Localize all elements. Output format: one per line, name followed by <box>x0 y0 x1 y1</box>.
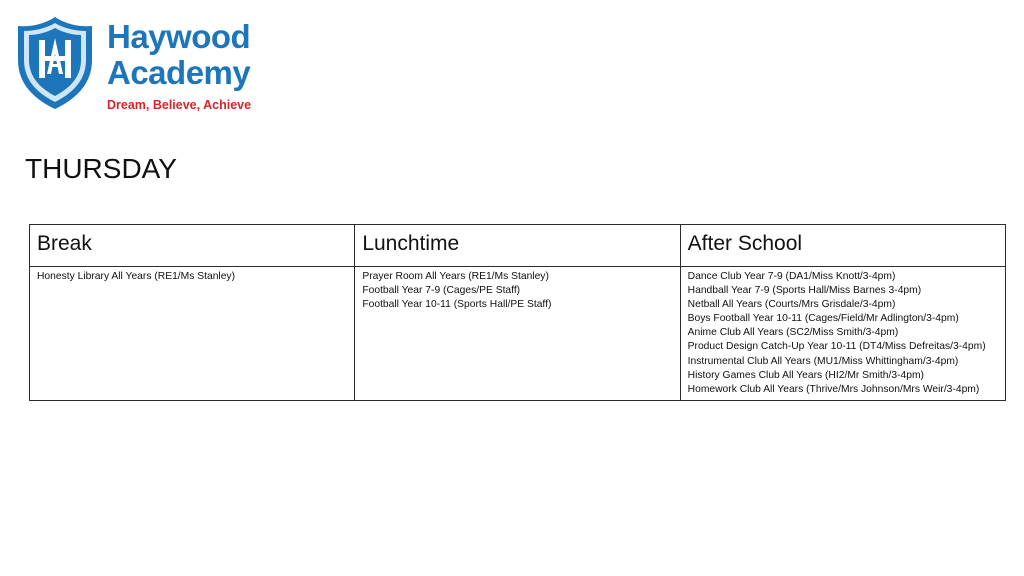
list-item: Boys Football Year 10-11 (Cages/Field/Mr Adlington/3-4pm) <box>687 313 959 325</box>
column-header-after-school: After School <box>680 225 1005 267</box>
table-header-row <box>30 225 1006 267</box>
list-item: Prayer Room All Years (RE1/Ms Stanley) <box>362 271 549 282</box>
list-item: Football Year 10-11 (Sports Hall/PE Staff) <box>362 299 552 311</box>
list-item: Dance Club Year 7-9 (DA1/Miss Knott/3-4pm) <box>687 271 896 282</box>
lunchtime-activities-cell <box>355 267 680 401</box>
list-item: Netball All Years (Courts/Mrs Grisdale/3-4pm) <box>687 299 896 311</box>
shield-crest-icon <box>16 16 94 110</box>
column-header-break: Break <box>30 225 355 267</box>
list-item: Anime Club All Years (SC2/Miss Smith/3-4pm) <box>687 327 899 339</box>
school-logo <box>16 16 266 116</box>
activities-table <box>29 224 1006 401</box>
table-row <box>30 267 1006 401</box>
logo-tagline: Dream, Believe, Achieve <box>107 98 252 112</box>
list-item: Homework Club All Years (Thrive/Mrs Johnson/Mrs Weir/3-4pm) <box>687 383 980 395</box>
page-title: THURSDAY <box>25 153 177 184</box>
list-item: History Games Club All Years (HI2/Mr Smith/3-4pm) <box>687 369 924 381</box>
list-item: Football Year 7-9 (Cages/PE Staff) <box>362 285 521 297</box>
list-item: Instrumental Club All Years (MU1/Miss Whittingham/3-4pm) <box>687 355 959 367</box>
logo-name-line2: Academy <box>107 54 251 91</box>
after-school-activities-cell <box>680 267 1005 401</box>
break-activities-cell <box>30 267 355 401</box>
logo-name-line1: Haywood <box>107 18 251 55</box>
list-item: Honesty Library All Years (RE1/Ms Stanley) <box>37 271 236 282</box>
list-item: Product Design Catch-Up Year 10-11 (DT4/Miss Defreitas/3-4pm) <box>687 341 986 353</box>
list-item: Handball Year 7-9 (Sports Hall/Miss Barnes 3-4pm) <box>687 285 922 297</box>
column-header-lunchtime: Lunchtime <box>355 225 680 267</box>
